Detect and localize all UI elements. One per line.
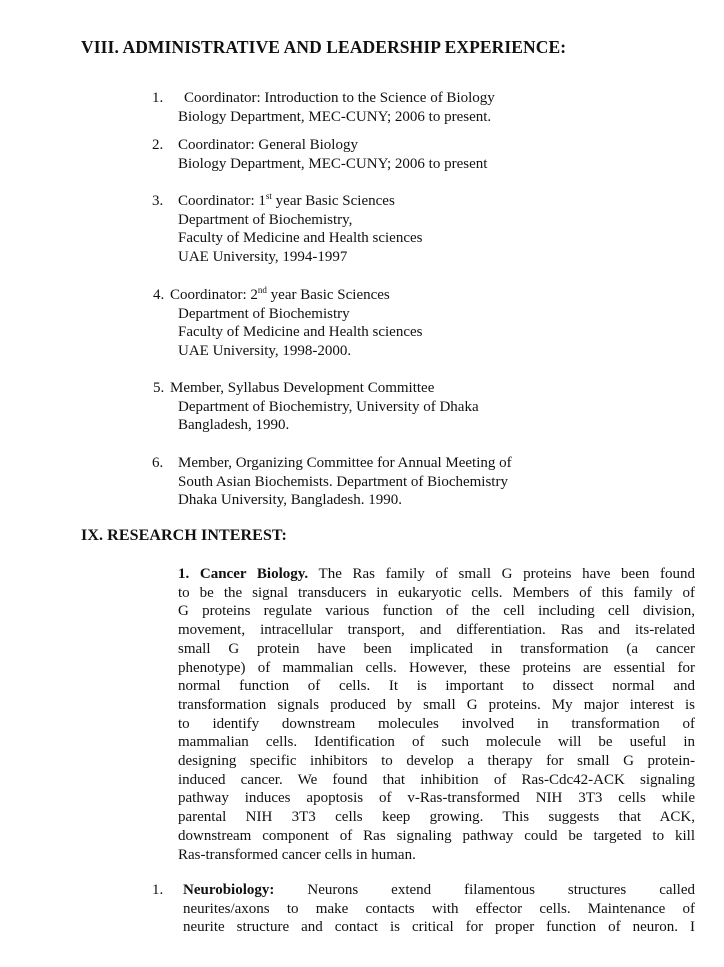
paragraph-line: pathway induces apoptosis of v-Ras-transformed NIH 3T3 cells while [178,790,695,807]
item-number: 1. [152,90,164,106]
paragraph-line: mammalian cells. Identification of such molecule will be useful in [178,734,695,751]
experience-item-1 [152,89,495,126]
research-paragraph-cancer-biology [178,565,695,864]
item-institution-dates: UAE University, 1994-1997 [178,248,348,265]
research-paragraph-neurobiology [183,881,695,937]
item-faculty: Faculty of Medicine and Health sciences [178,230,423,247]
item-department: Department of Biochemistry, [178,211,353,228]
paragraph-line: to be the signal transducers in eukaryotic cells. Members of this family of [178,584,695,601]
item-number: 3. [152,193,164,209]
item-number: 2. [152,137,164,153]
paragraph-line: downstream component of Ras signaling pathway could be targeted to kill [178,827,695,844]
item-title: Coordinator: General Biology [178,137,358,153]
item-title: Coordinator: 1st year Basic Sciences [178,191,395,209]
paragraph-line: 1. Cancer Biology. The Ras family of small G proteins have been found [178,566,696,582]
item-location-date: Dhaka University, Bangladesh. 1990. [178,492,402,509]
experience-item-3 [152,191,423,266]
paragraph-line: transformation signals produced by small G proteins. My major interest is [178,696,695,713]
paragraph-line: movement, intracellular transport, and differentiation. Ras and its-related [178,622,695,639]
item-department: Department of Biochemistry, University of Dhaka [178,398,479,415]
paragraph-line: Neurobiology: Neurons extend filamentous structures called [183,882,695,898]
research-item-neurobiology-number [152,881,163,900]
section-heading-research-interest: IX. RESEARCH INTEREST: [81,527,287,544]
item-title: Coordinator: Introduction to the Science of Biology [184,90,495,106]
experience-item-2 [152,136,488,173]
experience-item-4 [153,285,423,360]
experience-item-6 [152,454,512,510]
paragraph-line: G proteins regulate various function of the cell including cell division, [178,603,695,620]
paragraph-line: small G protein have been implicated in transformation (a cancer [178,640,695,657]
paragraph-line: neurite structure and contact is critical for proper function of neuron. I [183,919,695,936]
item-title: Member, Organizing Committee for Annual Meeting of [178,455,512,471]
experience-item-5 [153,379,479,435]
item-title: Member, Syllabus Development Committee [170,380,435,396]
paragraph-line: normal function of cells. It is important to dissect normal and [178,678,695,695]
paragraph-line: to identify downstream molecules involved in transformation of [178,715,695,732]
item-detail: Biology Department, MEC-CUNY; 2006 to present. [178,108,492,125]
paragraph-line: Ras-transformed cancer cells in human. [178,846,416,863]
paragraph-line: designing specific inhibitors to develop a therapy for small G protein- [178,753,695,770]
item-number: 4. [153,287,165,303]
item-number: 1. [152,882,164,898]
research-topic-title: Neurobiology: [183,882,275,898]
item-faculty: Faculty of Medicine and Health sciences [178,324,423,341]
paragraph-line: phenotype) of mammalian cells. However, these proteins are essential for [178,659,695,676]
section-heading-administrative: VIII. ADMINISTRATIVE AND LEADERSHIP EXPERIENCE: [81,37,567,57]
research-topic-title: 1. Cancer Biology. [178,566,309,582]
paragraph-line: neurites/axons to make contacts with effector cells. Maintenance of [183,900,695,917]
item-detail: South Asian Biochemists. Department of Biochemistry [178,473,508,490]
item-number: 5. [153,380,165,396]
item-title: Coordinator: 2nd year Basic Sciences [170,285,390,303]
paragraph-line: parental NIH 3T3 cells keep growing. This suggests that ACK, [178,809,695,826]
item-location-date: Bangladesh, 1990. [178,417,290,434]
item-detail: Biology Department, MEC-CUNY; 2006 to present [178,155,488,172]
item-department: Department of Biochemistry [178,305,350,322]
paragraph-line: induced cancer. We found that inhibition of Ras-Cdc42-ACK signaling [178,771,695,788]
item-number: 6. [152,455,164,471]
item-institution-dates: UAE University, 1998-2000. [178,342,352,359]
